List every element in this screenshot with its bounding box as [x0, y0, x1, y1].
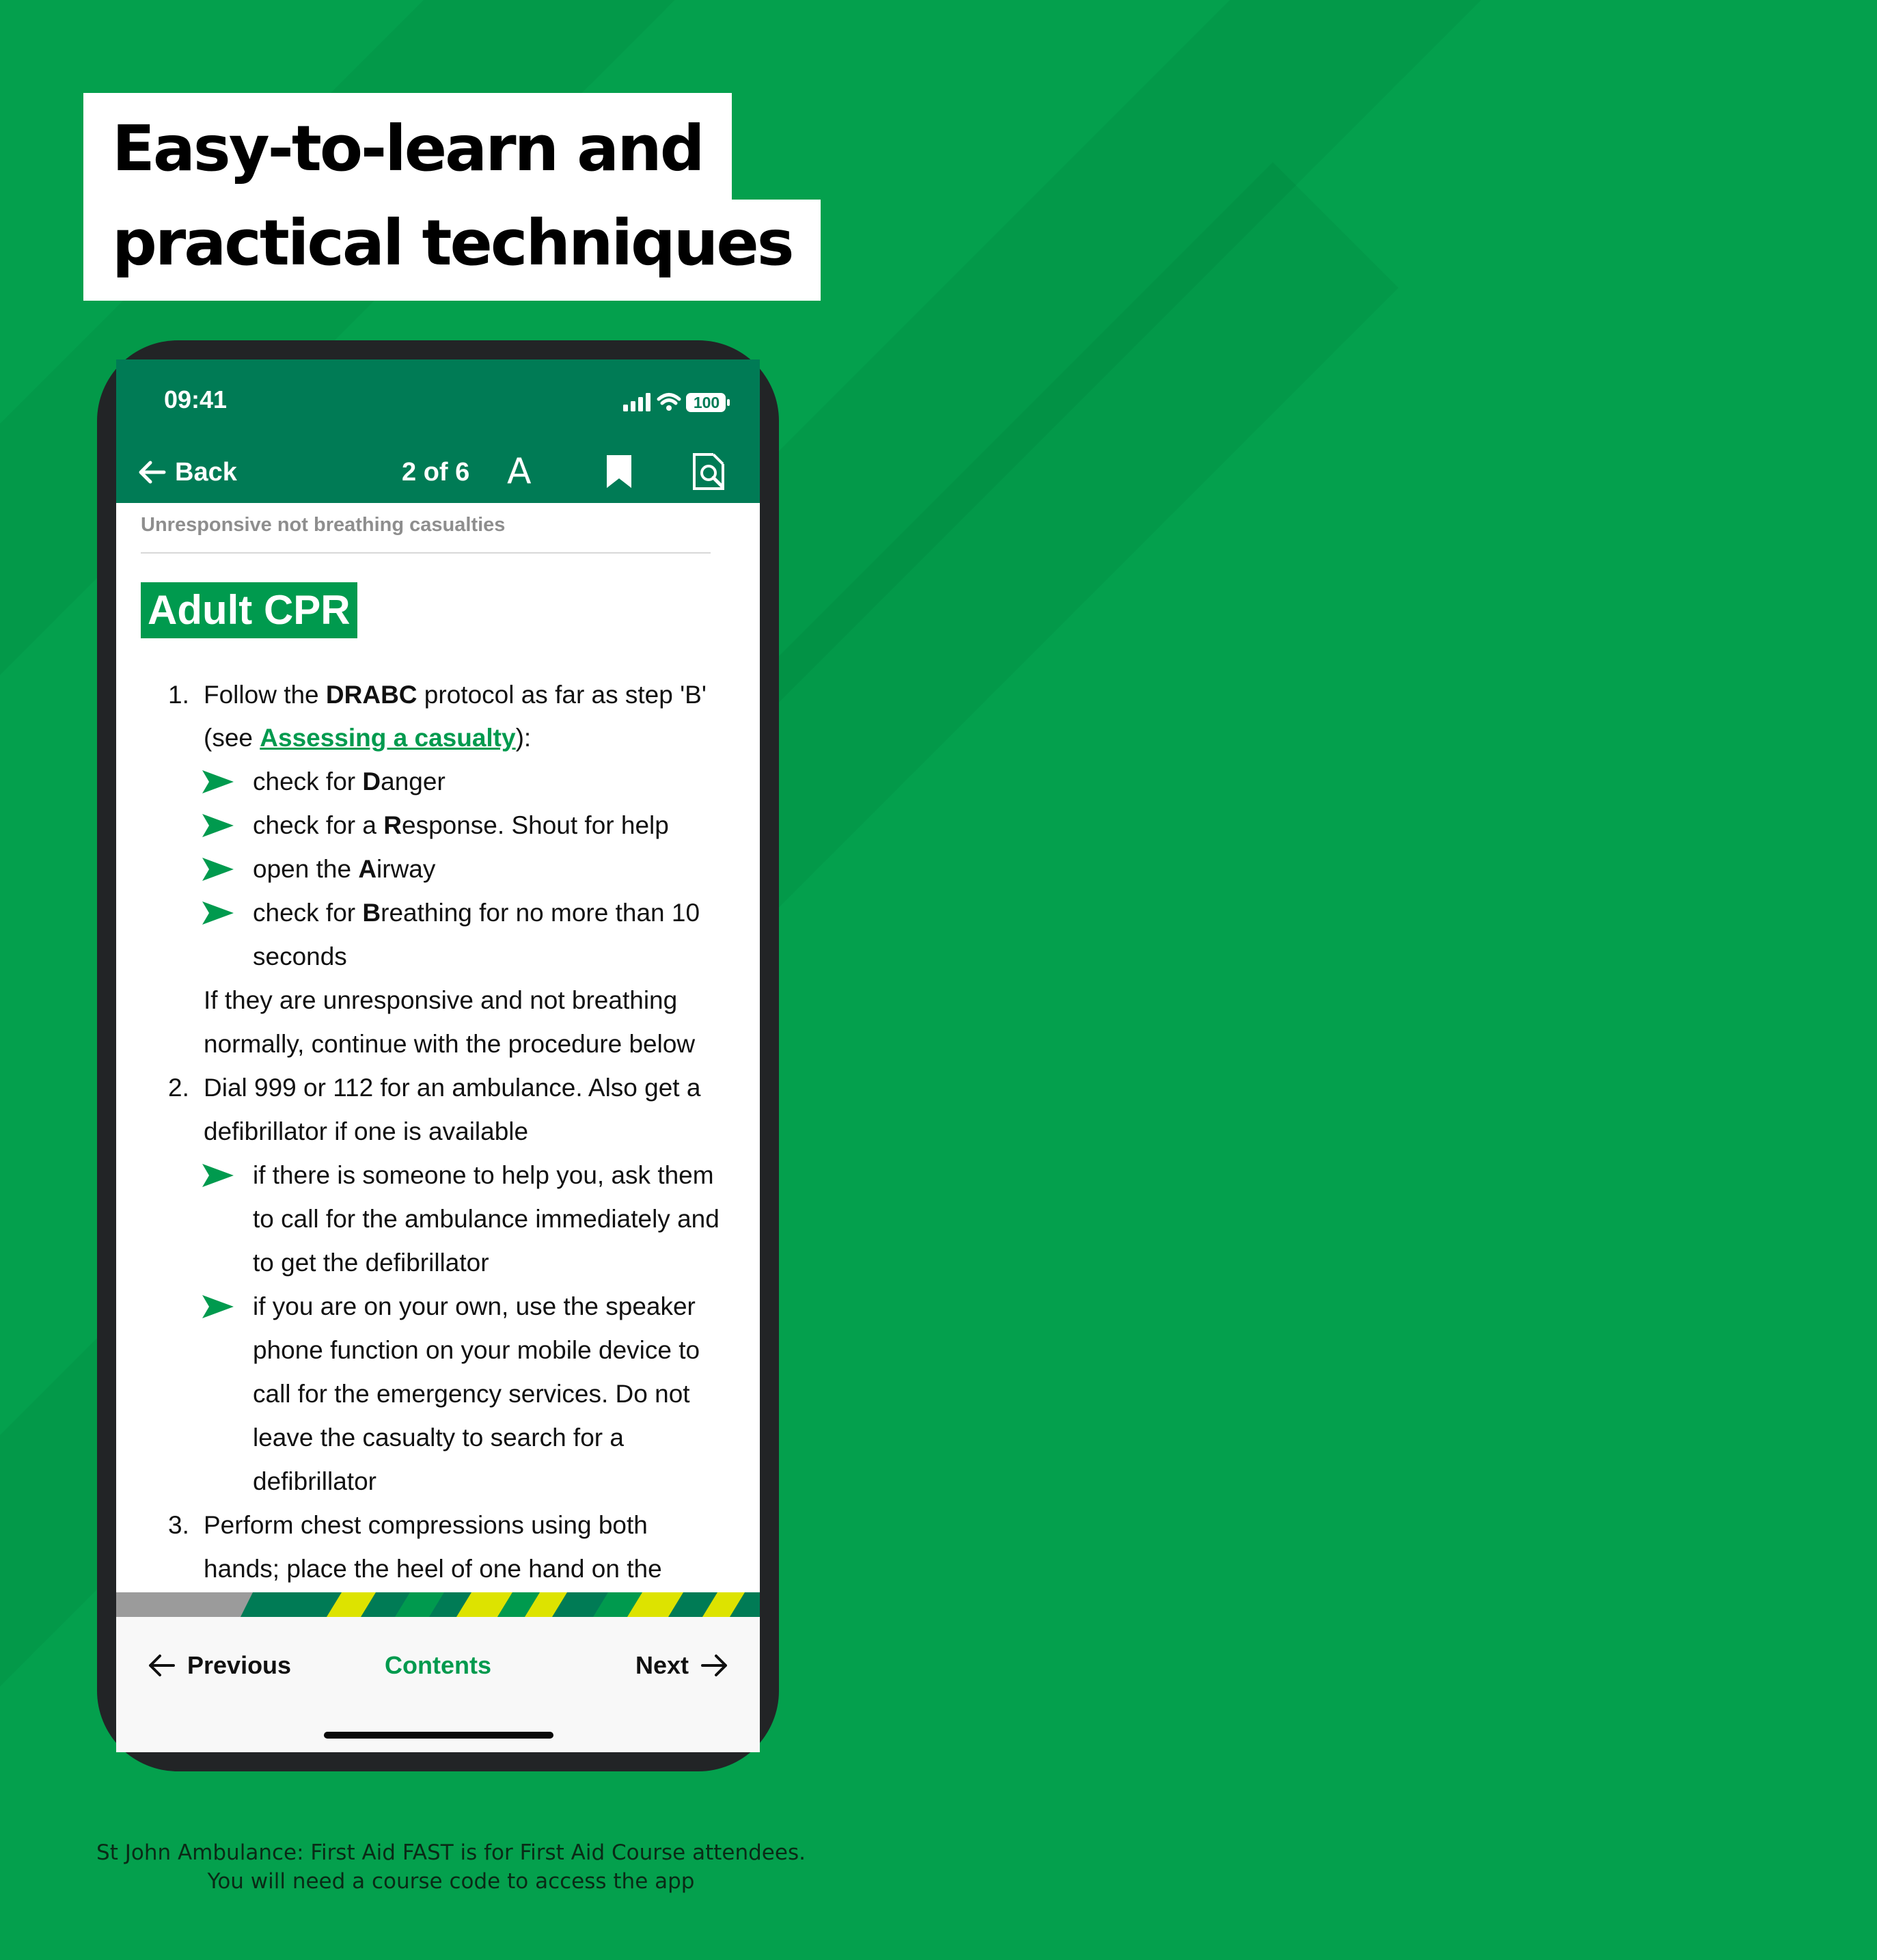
hazard-stripe-bar [116, 1592, 760, 1617]
bullet-item [253, 767, 446, 796]
bold-span: B [362, 899, 381, 927]
back-label: Back [175, 457, 237, 487]
bold-span: DRABC [325, 681, 417, 709]
text-span: check for a [253, 811, 384, 839]
step2-line1: Dial 999 or 112 for an ambulance. Also get a [204, 1074, 701, 1102]
bullet-item-continued: seconds [253, 942, 347, 970]
step-number: 1. [168, 681, 189, 709]
bullet-line: to call for the ambulance immediately and [253, 1205, 720, 1233]
footer-disclaimer [0, 1838, 902, 1896]
text-span: check for [253, 899, 363, 927]
bullet-line: call for the emergency services. Do not [253, 1380, 690, 1408]
bullet-line: phone function on your mobile device to [253, 1336, 700, 1364]
text-span: ): [515, 724, 532, 752]
status-time: 09:41 [164, 385, 228, 413]
step-number: 2. [168, 1074, 189, 1102]
headline-line-2: practical techniques [83, 200, 821, 301]
page-count: 2 of 6 [402, 458, 470, 487]
text-span: reathing for no more than 10 [381, 899, 700, 927]
top-nav-bar [116, 441, 760, 503]
article-content[interactable] [116, 503, 760, 1603]
text-size-icon[interactable]: A [507, 451, 532, 492]
section-divider [141, 552, 711, 554]
bullet-line: if there is someone to help you, ask them [253, 1161, 714, 1189]
bullet-line: leave the casualty to search for a [253, 1424, 624, 1452]
previous-label: Previous [187, 1651, 292, 1679]
text-span: check for [253, 767, 363, 795]
text-span: protocol as far as step 'B' [417, 681, 707, 709]
arrow-right-icon [700, 1653, 730, 1678]
bullet-arrow-icon [202, 770, 234, 793]
article-title: Adult CPR [141, 582, 357, 638]
bold-span: D [362, 767, 381, 795]
text-span: irway [376, 855, 436, 883]
bottom-nav-bar [116, 1617, 760, 1752]
contents-button[interactable]: Contents [385, 1651, 491, 1679]
bullet-arrow-icon [202, 814, 234, 837]
bullet-item [253, 899, 700, 927]
back-arrow-icon [137, 460, 167, 485]
home-indicator[interactable] [324, 1732, 553, 1739]
bullet-line: to get the defibrillator [253, 1249, 489, 1277]
bullet-line: if you are on your own, use the speaker [253, 1292, 696, 1320]
text-span: esponse. Shout for help [402, 811, 669, 839]
bullet-arrow-icon [202, 901, 234, 925]
bold-span: A [358, 855, 377, 883]
text-span: (see [204, 724, 260, 752]
bold-span: R [383, 811, 402, 839]
bullet-item [253, 855, 435, 884]
footer-line-1: St John Ambulance: First Aid FAST is for First Aid Course attendees. [96, 1840, 806, 1865]
section-label: Unresponsive not breathing casualties [141, 514, 506, 536]
footer-line-2: You will need a course code to access the app [207, 1869, 695, 1894]
back-button[interactable] [137, 441, 237, 503]
bullet-line: defibrillator [253, 1467, 376, 1495]
assessing-casualty-link[interactable]: Assessing a casualty [260, 724, 516, 752]
phone-screen [116, 359, 760, 1752]
phone-frame [97, 340, 779, 1771]
step3-line1: Perform chest compressions using both [204, 1511, 648, 1539]
search-document-icon[interactable] [691, 452, 726, 494]
step-number: 3. [168, 1511, 189, 1539]
bookmark-icon[interactable] [605, 454, 633, 493]
text-span: open the [253, 855, 359, 883]
step1-note-line2: normally, continue with the procedure below [204, 1030, 696, 1058]
step1-note-line1: If they are unresponsive and not breathing [204, 986, 678, 1014]
step1-line2 [204, 724, 531, 752]
next-label: Next [635, 1651, 689, 1679]
text-span: anger [381, 767, 446, 795]
battery-level: 100 [693, 394, 720, 411]
status-bar [116, 359, 760, 441]
headline [83, 93, 821, 301]
bullet-arrow-icon [202, 1164, 234, 1187]
text-span: Follow the [204, 681, 326, 709]
step3-line2: hands; place the heel of one hand on the [204, 1555, 662, 1583]
bullet-arrow-icon [202, 1295, 234, 1318]
next-button[interactable] [635, 1651, 730, 1680]
bullet-arrow-icon [202, 858, 234, 881]
bullet-item [253, 811, 669, 840]
step1-line1 [204, 681, 707, 709]
headline-line-1: Easy-to-learn and [83, 93, 732, 200]
step2-line2: defibrillator if one is available [204, 1117, 529, 1145]
